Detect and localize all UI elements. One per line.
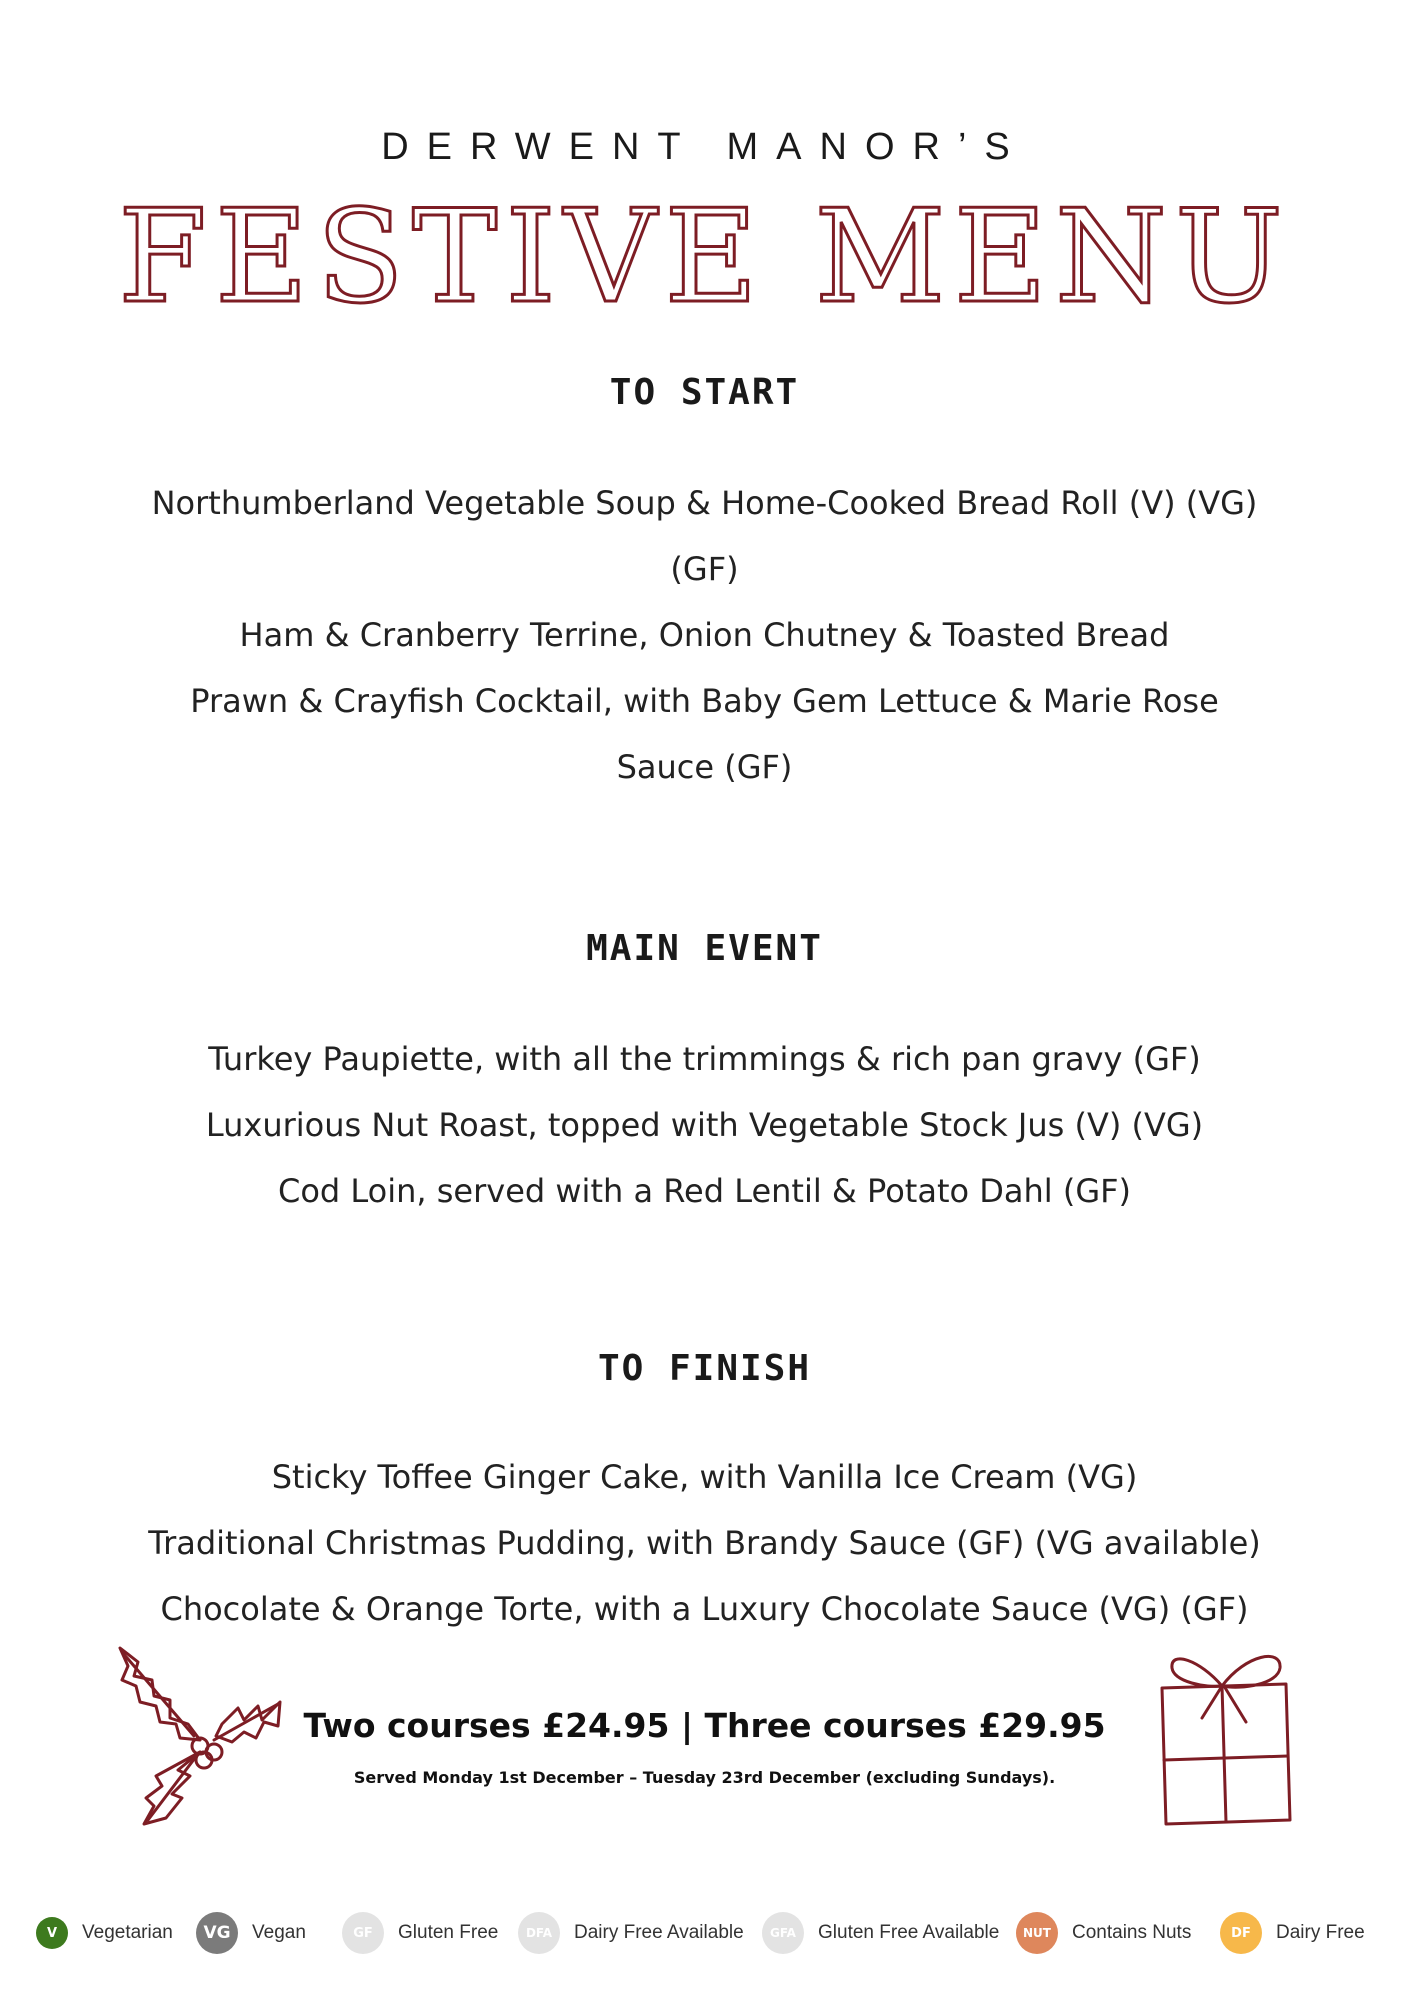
menu-item: Cod Loin, served with a Red Lentil & Potato Dahl (GF) [277,1172,1131,1210]
menu-item: Luxurious Nut Roast, topped with Vegetable Stock Jus (V) (VG) [205,1106,1204,1144]
menu-item: Traditional Christmas Pudding, with Brandy Sauce (GF) (VG available) [148,1524,1261,1562]
menu-item: Chocolate & Orange Torte, with a Luxury Chocolate Sauce (VG) (GF) [160,1590,1249,1628]
legend-label: Vegetarian [82,1922,173,1943]
menu-item: Northumberland Vegetable Soup & Home-Cooked Bread Roll (V) (VG) (GF) [151,484,1258,588]
vegetarian-icon: V [36,1917,68,1949]
legend-label: Vegan [252,1922,306,1943]
gift-icon [1150,1640,1300,1830]
legend-label: Dairy Free Available [574,1922,744,1943]
legend-vegetarian [36,1905,173,1961]
legend-contains-nuts [1016,1905,1191,1961]
gluten-free-available-icon: GFA [762,1912,804,1954]
served-dates: Served Monday 1st December – Tuesday 23rd December (excluding Sundays). [353,1768,1056,1787]
legend-gluten-free [342,1905,498,1961]
legend-dairy-free-available [518,1905,744,1961]
legend-label: Dairy Free [1276,1922,1365,1943]
to-finish-items [140,1444,1269,1642]
pricing-text: Two courses £24.95 | Three courses £29.95 [303,1706,1106,1745]
menu-item: Turkey Paupiette, with all the trimmings & rich pan gravy (GF) [208,1040,1201,1078]
vegan-icon: VG [196,1912,238,1954]
legend-vegan [196,1905,306,1961]
dietary-legend [36,1905,1376,1961]
menu-item: Sticky Toffee Ginger Cake, with Vanilla Ice Cream (VG) [271,1458,1138,1496]
section-heading-to-start: TO START [609,372,800,413]
legend-label: Gluten Free Available [818,1922,1000,1943]
restaurant-name: DERWENT MANOR’S [381,126,1028,168]
holly-icon [108,1640,288,1830]
section-heading-main-event: MAIN EVENT [586,928,823,969]
gluten-free-icon: GF [342,1912,384,1954]
contains-nuts-icon: NUT [1016,1912,1058,1954]
to-start-items [140,470,1269,800]
menu-item: Prawn & Crayfish Cocktail, with Baby Gem Lettuce & Marie Rose Sauce (GF) [190,682,1219,786]
legend-label: Contains Nuts [1072,1922,1192,1943]
main-event-items [140,1026,1269,1224]
dairy-free-icon: DF [1220,1912,1262,1954]
legend-label: Gluten Free [398,1922,499,1943]
legend-gluten-free-available [762,1905,999,1961]
menu-item: Ham & Cranberry Terrine, Onion Chutney & Toasted Bread [239,616,1170,654]
dairy-free-available-icon: DFA [518,1912,560,1954]
legend-dairy-free [1220,1905,1365,1961]
section-heading-to-finish: TO FINISH [597,1348,812,1389]
menu-title: FESTIVE MENU [118,183,1291,332]
